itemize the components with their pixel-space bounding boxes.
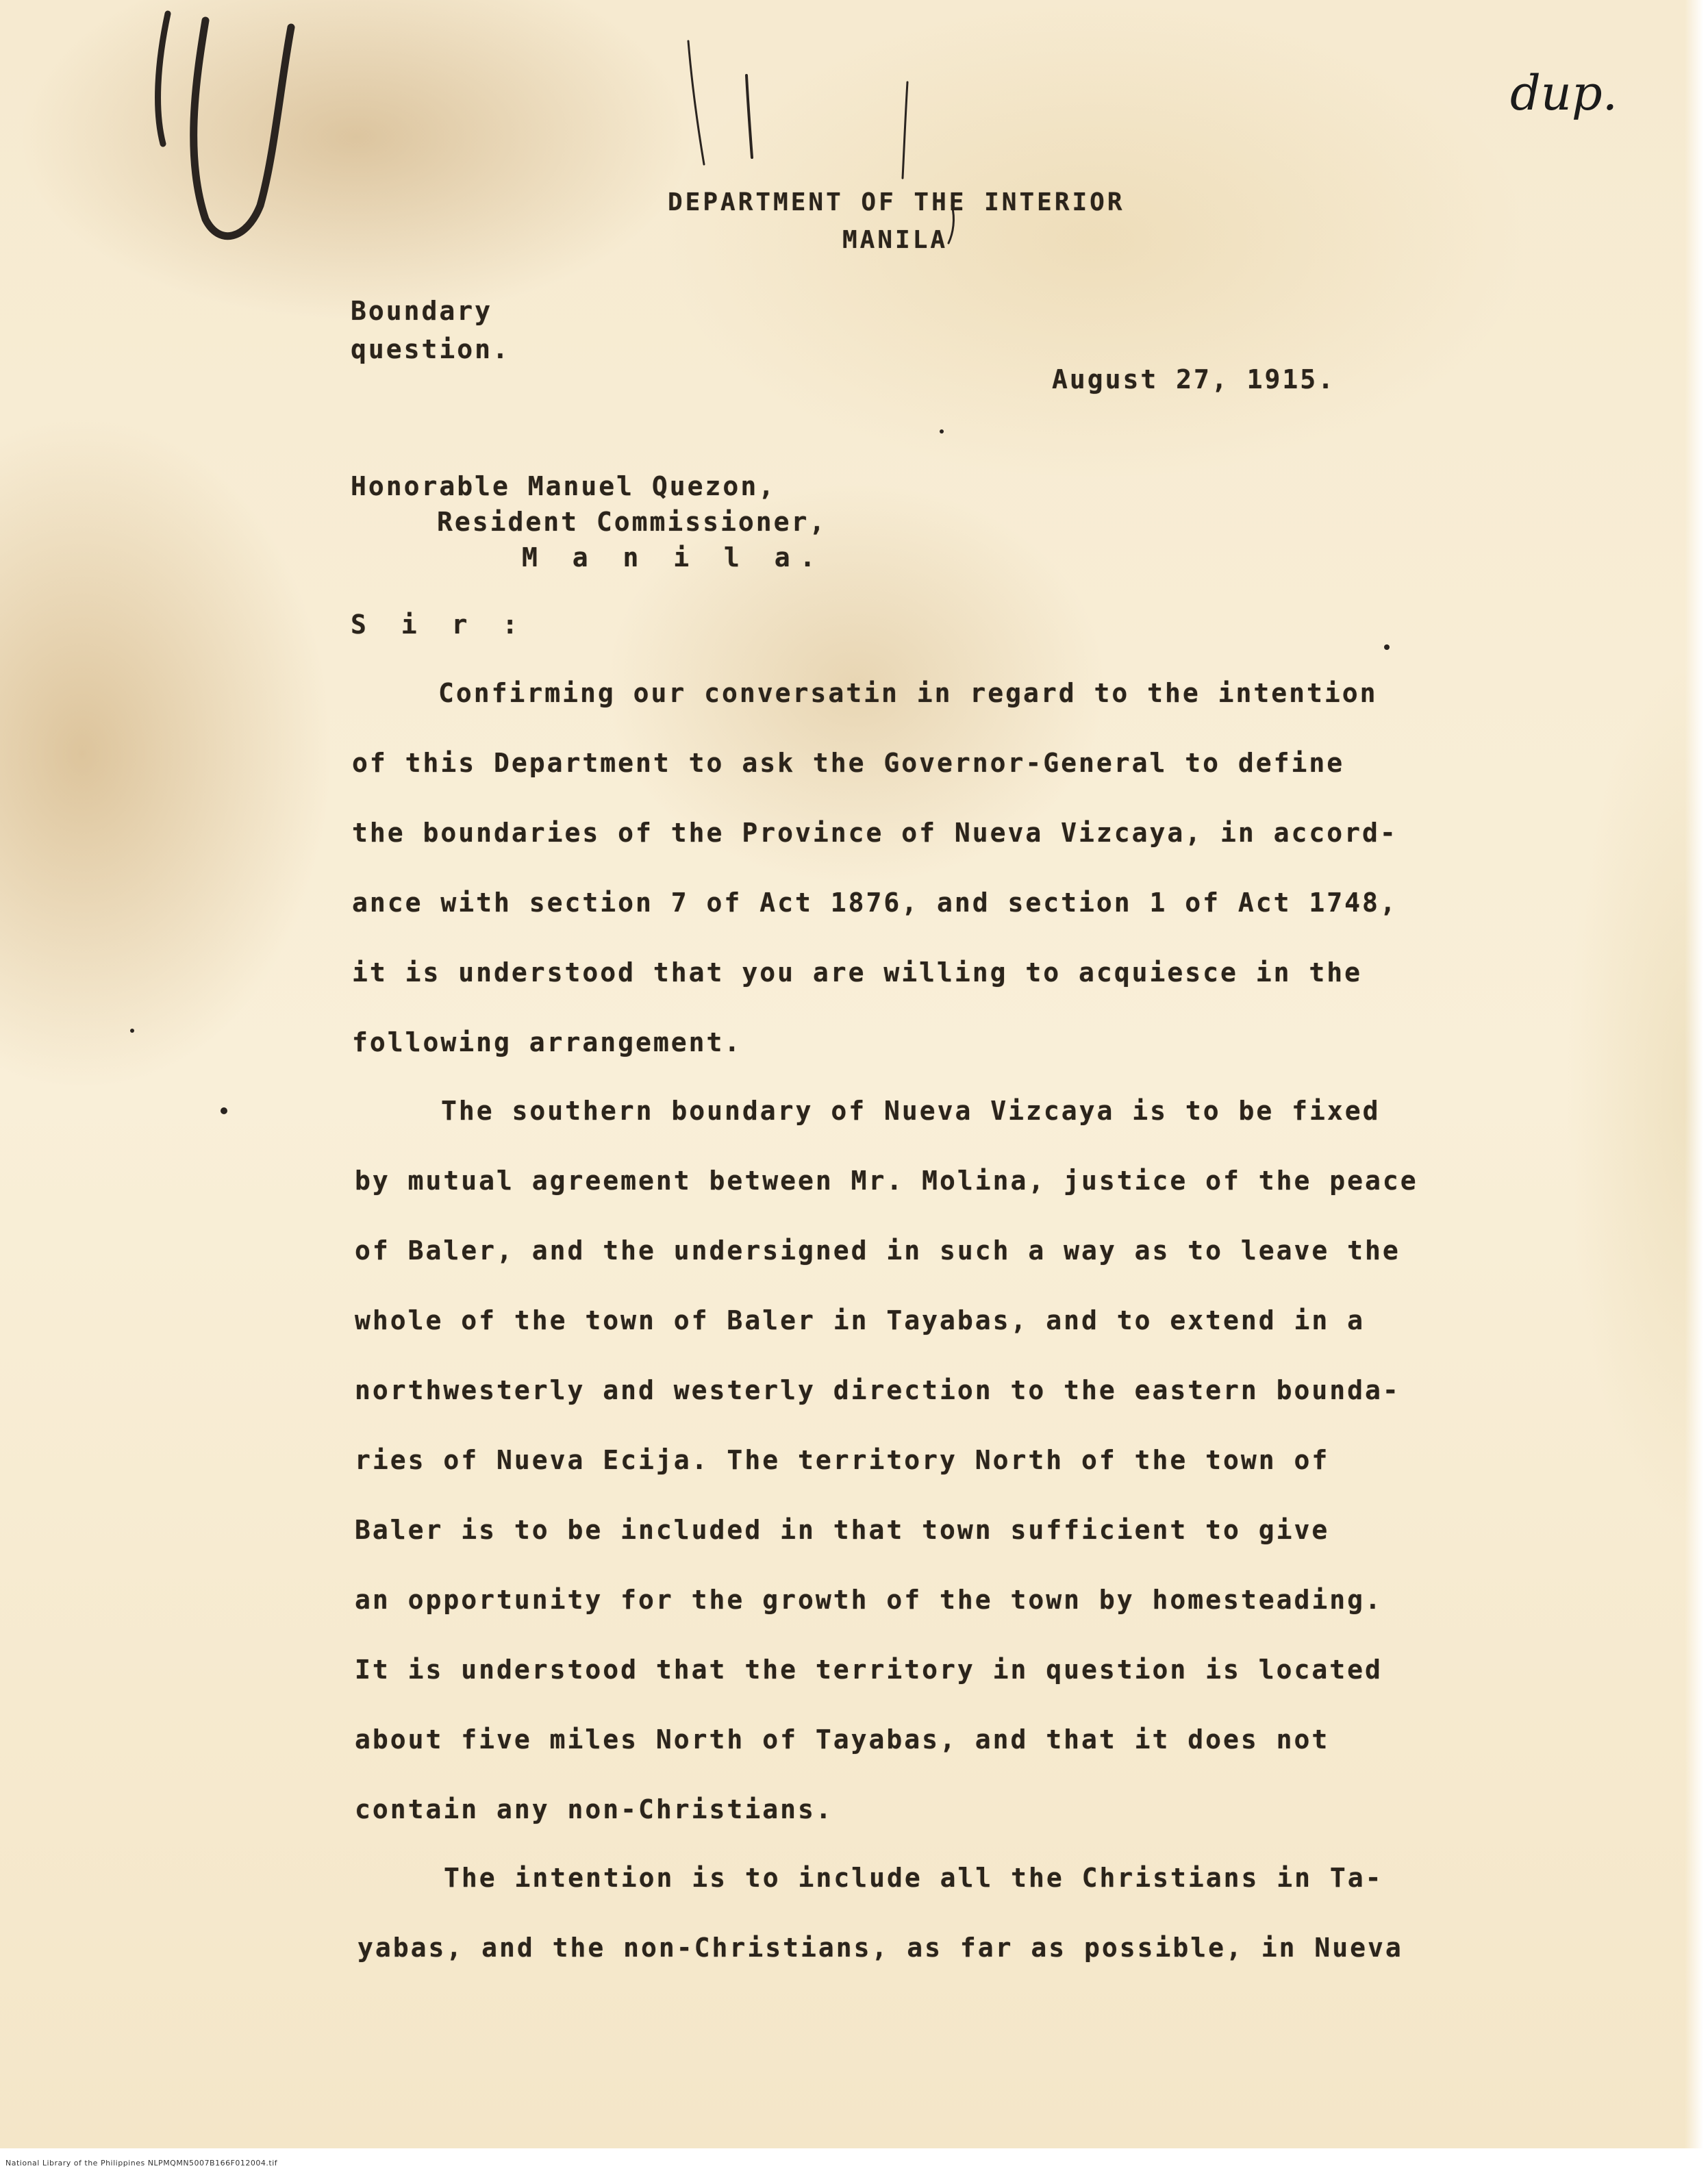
subject-line-1: Boundary: [351, 296, 493, 326]
body-line: ance with section 7 of Act 1876, and section 1 of Act 1748,: [352, 888, 1398, 918]
body-line: whole of the town of Baler in Tayabas, and to extend in a: [355, 1305, 1366, 1335]
body-line: ries of Nueva Ecija. The territory North of the town of: [355, 1445, 1330, 1475]
letter-date: August 27, 1915.: [1052, 364, 1336, 394]
body-line: following arrangement.: [352, 1027, 742, 1057]
body-line: northwesterly and westerly direction to the eastern bounda-: [355, 1375, 1401, 1405]
body-line: Confirming our conversatin in regard to the intention: [438, 678, 1378, 708]
body-line: yabas, and the non-Christians, as far as possible, in Nueva: [357, 1933, 1403, 1963]
addressee-name: Honorable Manuel Quezon,: [351, 471, 777, 501]
body-line: contain any non-Christians.: [355, 1794, 833, 1824]
letterhead-city: MANILA: [842, 226, 949, 254]
body-line: Baler is to be included in that town sufficient to give: [355, 1515, 1330, 1545]
ink-dot: [221, 1107, 227, 1114]
clip-mark-4: [746, 75, 752, 158]
scan-footer-label: National Library of the Philippines NLPMQMN5007B166F012004.tif: [5, 2159, 278, 2168]
letterhead-department: DEPARTMENT OF THE INTERIOR: [668, 188, 1125, 216]
body-line: an opportunity for the growth of the town by homesteading.: [355, 1585, 1383, 1615]
ink-dot: [1384, 644, 1390, 650]
body-line: by mutual agreement between Mr. Molina, justice of the peace: [355, 1166, 1418, 1196]
body-line: the boundaries of the Province of Nueva Vizcaya, in accord-: [352, 818, 1398, 848]
body-line: The intention is to include all the Christians in Ta-: [444, 1863, 1383, 1893]
handwritten-note: dup.: [1510, 65, 1618, 121]
scan-footer-strip: [0, 2148, 1708, 2173]
body-line: The southern boundary of Nueva Vizcaya is to be fixed: [441, 1096, 1381, 1126]
addressee-title: Resident Commissioner,: [437, 507, 827, 537]
body-line: about five miles North of Tayabas, and that it does not: [355, 1724, 1330, 1755]
body-line: It is understood that the territory in question is located: [355, 1655, 1383, 1685]
ink-dot: [130, 1029, 134, 1033]
paper-edge: [1685, 0, 1708, 2173]
salutation: S i r :: [351, 610, 528, 640]
body-line: it is understood that you are willing to acquiesce in the: [352, 957, 1363, 988]
clip-mark-1: [158, 14, 168, 144]
clip-mark-5: [903, 82, 907, 178]
subject-line-2: question.: [351, 334, 510, 364]
addressee-city: M a n i l a.: [522, 542, 825, 573]
body-line: of Baler, and the undersigned in such a way as to leave the: [355, 1235, 1401, 1266]
clip-mark-2: [194, 21, 291, 236]
body-line: of this Department to ask the Governor-General to define: [352, 748, 1345, 778]
ink-dot: [940, 429, 944, 434]
clip-mark-3: [688, 41, 704, 164]
